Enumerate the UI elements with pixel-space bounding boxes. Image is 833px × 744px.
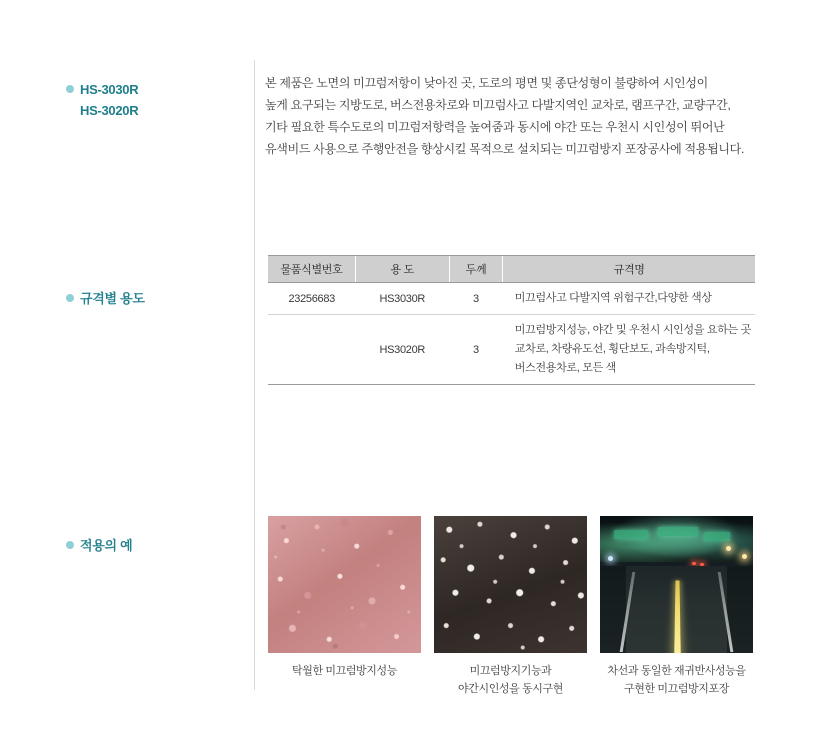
table-row — [268, 283, 755, 315]
road-signboard-icon — [704, 532, 730, 541]
cell-spec-name-line-2: 교차로, 차량유도선, 횡단보도, 과속방지턱, — [514, 343, 710, 355]
dark-surface-with-beads-image — [434, 516, 587, 653]
table-header-id: 물품식별번호 — [268, 256, 355, 283]
cell-id — [268, 315, 355, 385]
photo-caption-line-1: 탁월한 미끄럼방지성능 — [292, 665, 397, 677]
intro-line-3: 기타 필요한 특수도로의 미끄럼저항력을 높여줌과 동시에 야간 또는 우천시 시인성이 뛰어난 — [265, 120, 725, 134]
road-signboard-icon — [614, 530, 648, 539]
cell-spec-name — [503, 315, 755, 385]
photo-caption-line-2: 구현한 미끄럼방지포장 — [624, 683, 729, 695]
photo-caption — [600, 662, 753, 698]
intro-paragraph — [265, 72, 775, 160]
bullet-icon — [66, 294, 74, 302]
photo-strip — [268, 516, 753, 698]
bullet-icon — [66, 85, 74, 93]
cell-spec-name-line-3: 버스전용차로, 모든 색 — [514, 362, 616, 374]
cell-thickness: 3 — [449, 315, 503, 385]
photo-caption-line-1: 미끄럼방지기능과 — [469, 665, 552, 677]
model-code-line-1: HS-3030R — [80, 82, 139, 97]
section-label-application-example-text: 적용의 예 — [80, 538, 133, 553]
cell-use: HS3030R — [355, 283, 449, 315]
intro-line-1: 본 제품은 노면의 미끄럼저항이 낮아진 곳, 도로의 평면 및 종단성형이 불량하여 시인성이 — [265, 76, 708, 90]
street-lamp-icon — [608, 556, 613, 561]
section-label-application-example — [66, 535, 132, 554]
photo-item — [268, 516, 421, 698]
cell-use: HS3020R — [355, 315, 449, 385]
model-code-heading — [66, 79, 138, 121]
spec-table — [268, 255, 755, 385]
table-row — [268, 315, 755, 385]
cell-spec-name: 미끄럼사고 다발지역 위험구간,다양한 색상 — [503, 283, 755, 315]
table-header-spec-name: 규격명 — [503, 256, 755, 283]
intro-line-4: 유색비드 사용으로 주행안전을 향상시킬 목적으로 설치되는 미끄럼방지 포장공사에 적용됩니다. — [265, 142, 744, 156]
road-center-line — [674, 580, 681, 653]
photo-caption-line-1: 차선과 동일한 재귀반사성능을 — [607, 665, 746, 677]
photo-caption-line-2: 야간시인성을 동시구현 — [458, 683, 563, 695]
street-lamp-icon — [742, 554, 747, 559]
section-label-spec-usage — [66, 288, 145, 307]
photo-caption — [434, 662, 587, 698]
cell-id: 23256683 — [268, 283, 355, 315]
street-lamp-icon — [726, 546, 731, 551]
intro-line-2: 높게 요구되는 지방도로, 버스전용차로와 미끄럼사고 다발지역인 교차로, 램프구간, 교량구간, — [265, 98, 731, 112]
pink-anti-slip-surface-image — [268, 516, 421, 653]
road-signboard-icon — [658, 527, 698, 536]
vertical-divider — [254, 60, 255, 690]
night-road-with-center-line-image — [600, 516, 753, 653]
night-sky-glow — [600, 516, 753, 562]
section-label-spec-usage-text: 규격별 용도 — [80, 291, 145, 306]
cell-spec-name-line-1: 미끄럼방지성능, 야간 및 우천시 시인성을 요하는 곳 — [514, 324, 751, 336]
table-header-thickness: 두께 — [449, 256, 503, 283]
cell-thickness: 3 — [449, 283, 503, 315]
photo-item — [600, 516, 753, 698]
table-header-row — [268, 256, 755, 283]
table-header-use: 용 도 — [355, 256, 449, 283]
vehicle-taillight-icon — [692, 562, 696, 565]
bullet-icon — [66, 541, 74, 549]
model-code-line-2: HS-3020R — [80, 103, 139, 118]
photo-caption — [268, 662, 421, 680]
photo-item — [434, 516, 587, 698]
